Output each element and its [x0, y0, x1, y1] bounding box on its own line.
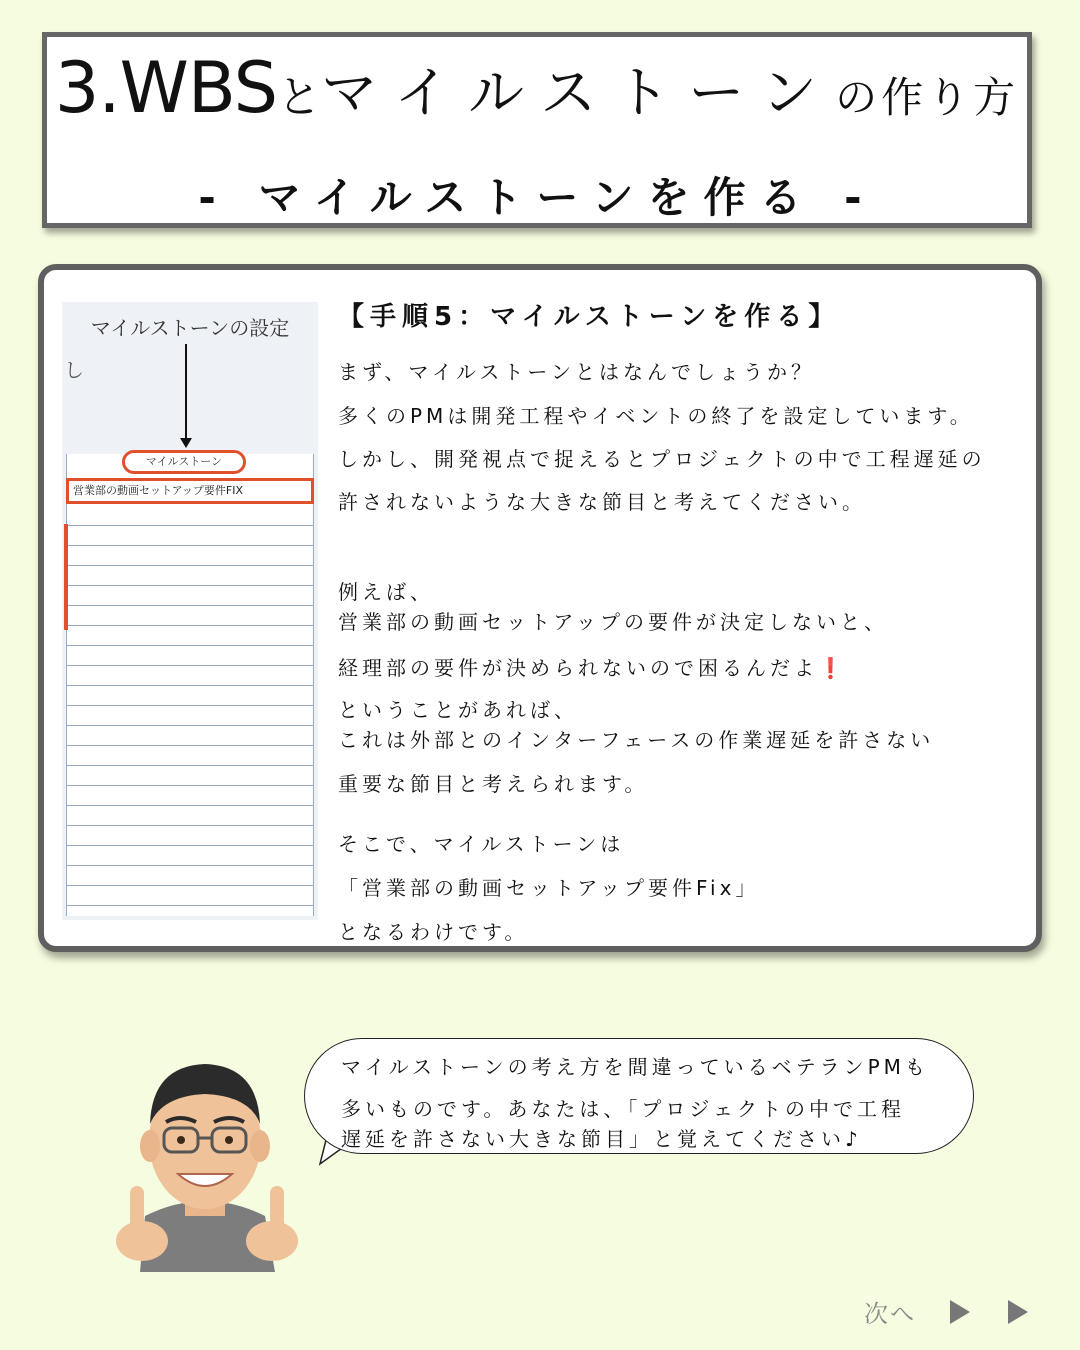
page-subtitle: - マイルストーンを作る - — [198, 173, 876, 222]
milestone-row-highlight: 営業部の動画セットアップ要件FIX — [66, 478, 314, 504]
down-arrow-icon — [185, 344, 187, 442]
speech-bubble — [304, 1038, 974, 1154]
body-line: 「営業部の動画セットアップ要件Fix」 — [338, 876, 760, 900]
grid-lines — [67, 506, 313, 916]
bubble-line: 多いものです。あなたは、「プロジェクトの中で工程 — [341, 1097, 905, 1121]
next-page-nav[interactable] — [864, 1294, 1044, 1330]
exclamation-icon: ❗ — [818, 656, 847, 680]
body-line: 重要な節目と考えられます。 — [338, 772, 649, 796]
body-line: 許されないような大きな節目と考えてください。 — [338, 490, 866, 514]
play-icon[interactable] — [950, 1300, 970, 1324]
arrow-head-icon — [180, 438, 192, 448]
title-suffix: の作り方 — [835, 73, 1020, 122]
red-highlight-bracket — [64, 524, 68, 630]
body-line: となるわけです。 — [338, 920, 529, 944]
title-particle: と — [277, 72, 322, 123]
title-box — [42, 32, 1032, 228]
bubble-line: 遅延を許さない大きな節目」と覚えてください♪ — [341, 1127, 862, 1151]
body-line: 多くのPMは開発工程やイベントの終了を設定しています。 — [338, 404, 974, 428]
body-line — [338, 652, 847, 681]
body-line: 例えば、 — [338, 580, 434, 604]
screenshot-title: マイルストーンの設定 — [90, 316, 290, 340]
body-line-text: 経理部の要件が決められないので困るんだよ — [338, 656, 818, 680]
screenshot-stray-char: し — [64, 358, 84, 382]
avatar — [100, 1036, 310, 1272]
step-heading: 【手順5：マイルストーンを作る】 — [338, 302, 841, 332]
spreadsheet-screenshot — [62, 302, 318, 920]
title-number-wbs: 3.WBS — [54, 47, 278, 129]
next-label[interactable]: 次へ — [864, 1300, 916, 1328]
spreadsheet-grid — [66, 454, 314, 916]
body-line: これは外部とのインターフェースの作業遅延を許さない — [338, 728, 935, 752]
play-icon[interactable] — [1008, 1300, 1028, 1324]
body-line: しかし、開発視点で捉えるとプロジェクトの中で工程遅延の — [338, 447, 986, 471]
body-line: そこで、マイルストーンは — [338, 832, 625, 856]
body-line: ということがあれば、 — [338, 698, 578, 722]
content-card — [38, 264, 1042, 952]
bubble-line: マイルストーンの考え方を間違っているベテランPMも — [341, 1055, 929, 1079]
milestone-column-header: マイルストーン — [122, 450, 246, 474]
page-title — [47, 43, 1027, 152]
body-line: 営業部の動画セットアップの要件が決定しないと、 — [338, 610, 888, 634]
body-line: まず、マイルストーンとはなんでしょうか？ — [338, 360, 815, 384]
title-milestone: マイルストーン — [321, 61, 836, 126]
